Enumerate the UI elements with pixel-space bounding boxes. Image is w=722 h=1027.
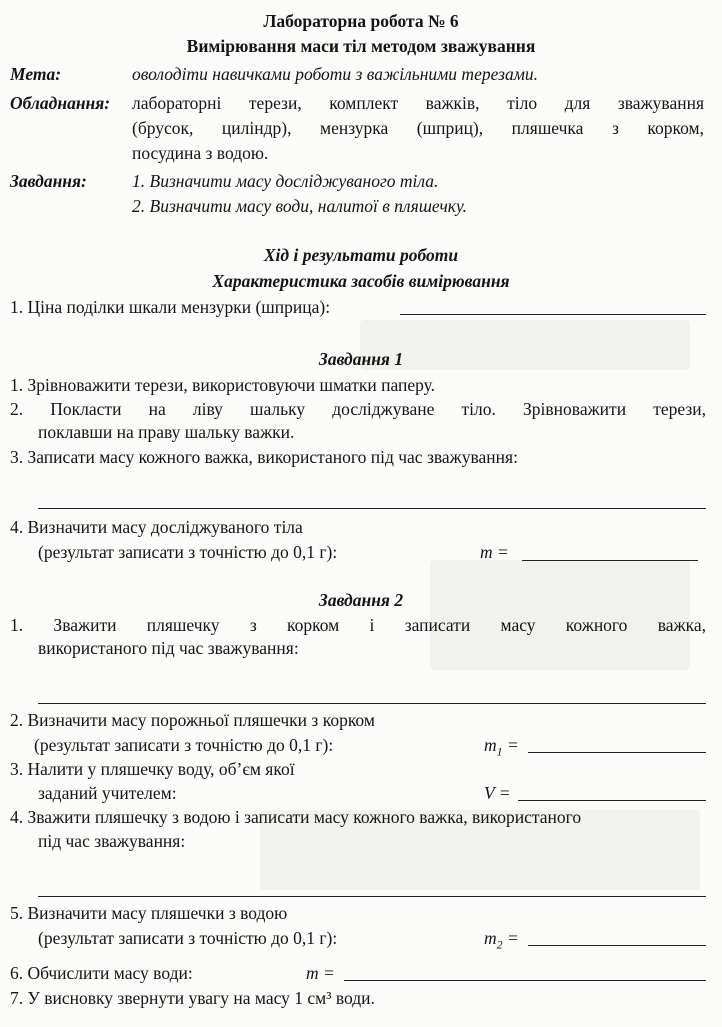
task2-step-2-line-2: (результат записати з точністю до 0,1 г): [34, 735, 334, 755]
task-item-2: 2. Визначити масу води, налитої в пляшечку. [132, 196, 468, 216]
task2-step-2-line-1: 2. Визначити масу порожньої пляшечки з корком [10, 710, 375, 730]
equipment-line-3: посудина з водою. [132, 143, 269, 163]
task1-weights-answer-line[interactable] [38, 508, 706, 509]
task2-m2-variable: $m_2$ = [484, 928, 519, 952]
task2-heading: Завдання 2 [318, 590, 404, 610]
task2-step-3-line-2: заданий учителем: [38, 783, 177, 803]
equipment-line-2: (брусок, циліндр), мензурка (шприц), пляшечка з корком, [132, 118, 704, 138]
task2-bottle-weights-answer-line[interactable] [38, 703, 706, 704]
task2-m2-answer-line[interactable] [528, 945, 706, 946]
task1-step-2-line-2: поклавши на праву шальку важки. [38, 422, 295, 442]
task2-step-1-line-2: використаного під час зважування: [38, 638, 299, 658]
equipment-line-1: лабораторні терези, комплект важків, тіло для зважування [132, 93, 704, 113]
lab-title: Лабораторна робота № 6 [263, 11, 459, 31]
task2-step-4-line-1: 4. Зважити пляшечку з водою і записати масу кожного важка, використаного [10, 807, 582, 827]
task1-step-4-line-2: (результат записати з точністю до 0,1 г): [38, 542, 338, 562]
task1-step-4-line-1: 4. Визначити масу досліджуваного тіла [10, 517, 303, 537]
task2-step-1-line-1: 1. Зважити пляшечку з корком і записати масу кожного важка, [10, 615, 706, 635]
task2-step-6-label: 6. Обчислити масу води: [10, 963, 193, 983]
task2-step-3-line-1: 3. Налити у пляшечку воду, об’єм якої [10, 759, 295, 779]
task1-heading: Завдання 1 [318, 349, 404, 369]
instruments-heading: Характеристика засобів вимірювання [212, 271, 510, 291]
task-item-1: 1. Визначити масу досліджуваного тіла. [132, 171, 439, 191]
task2-volume-variable: V = [484, 783, 511, 803]
task2-step-5-line-2: (результат записати з точністю до 0,1 г): [38, 928, 338, 948]
task2-water-weights-answer-line[interactable] [38, 896, 706, 897]
task2-water-mass-answer-line[interactable] [344, 980, 706, 981]
task2-m1-variable: $m_1$ = [484, 735, 519, 759]
task1-step-1: 1. Зрівноважити терези, використовуючи шматки паперу. [10, 375, 436, 395]
goal-text: оволодіти навичками роботи з важільними терезами. [132, 64, 538, 84]
tasks-label: Завдання: [10, 171, 87, 191]
task2-step-7: 7. У висновку звернути увагу на масу 1 см³ води. [10, 988, 375, 1008]
scale-division-answer-line[interactable] [400, 314, 706, 315]
task2-step-5-line-1: 5. Визначити масу пляшечки з водою [10, 903, 288, 923]
lab-subtitle: Вимірювання маси тіл методом зважування [186, 36, 536, 56]
task1-step-2-line-1: 2. Покласти на ліву шальку досліджуване тіло. Зрівноважити терези, [10, 399, 706, 419]
task1-mass-variable: m = [480, 542, 509, 562]
task2-step-4-line-2: під час зважування: [38, 831, 186, 851]
goal-label: Мета: [10, 64, 62, 84]
task2-volume-answer-line[interactable] [518, 800, 706, 801]
task1-step-3: 3. Записати масу кожного важка, використаного під час зважування: [10, 447, 518, 467]
task2-m1-answer-line[interactable] [528, 752, 706, 753]
task2-water-mass-variable: m = [306, 963, 335, 983]
procedure-heading: Хід і результати роботи [263, 245, 459, 265]
scale-division-label: 1. Ціна поділки шкали мензурки (шприца): [10, 297, 331, 317]
task1-mass-answer-line[interactable] [522, 560, 698, 561]
equipment-label: Обладнання: [10, 93, 111, 113]
